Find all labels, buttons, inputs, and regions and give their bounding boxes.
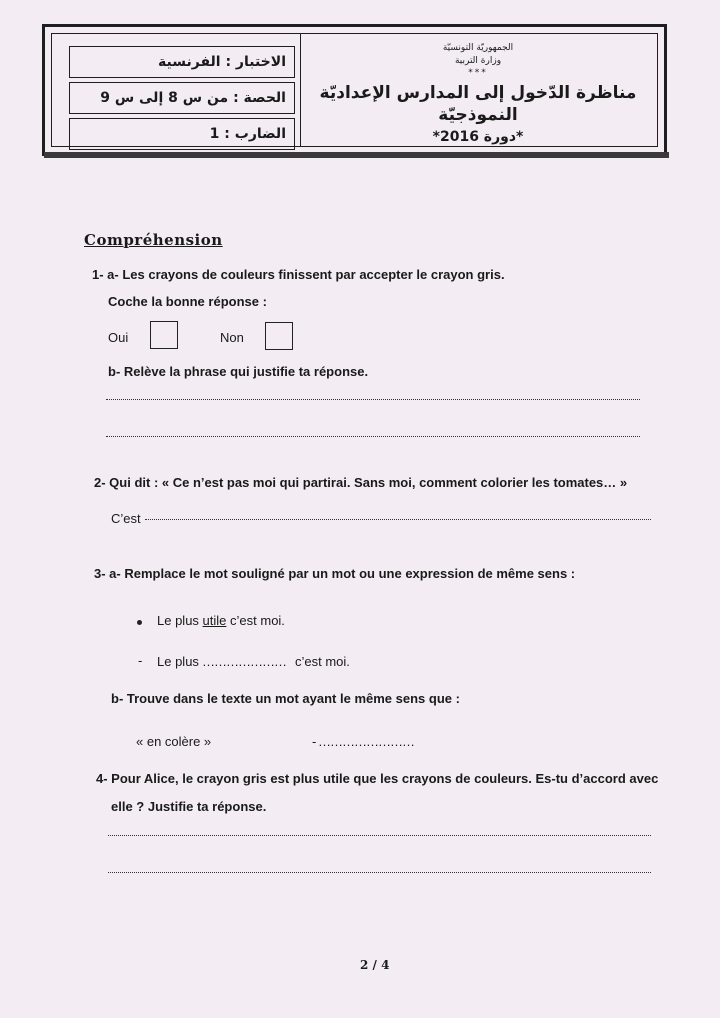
time-label: الحصة : من س 8 إلى س 9 [69,82,295,114]
answer-line-1b-1[interactable] [106,399,640,400]
bullet-marker [137,620,142,625]
header-shadow-bar [44,152,669,158]
answer-sentence-end: c’est moi. [295,654,350,669]
section-title: Compréhension [84,231,223,249]
question-1b: b- Relève la phrase qui justifie ta réponse. [108,364,369,379]
non-label: Non [220,330,244,345]
answer-3a-blank[interactable]: ………………… [202,654,286,669]
ministry-label: وزارة التربية [454,56,502,66]
non-checkbox[interactable] [265,322,293,350]
answer-line-4-1[interactable] [108,835,651,836]
sentence-start: Le plus [157,613,203,628]
underlined-word: utile [202,613,227,628]
header-title-block [307,42,649,148]
session-label: *دورة 2016* [432,129,524,145]
page-number: 2 / 4 [360,958,390,972]
sentence-example [157,613,285,628]
question-3a: 3- a- Remplace le mot souligné par un mot ou une expression de même sens : [94,566,576,581]
subject-label: الاختبار : الفرنسية [69,46,295,78]
word-to-match: « en colère » [136,734,212,749]
question-4-line-2: elle ? Justifie ta réponse. [111,799,267,814]
header-inner-border [51,33,658,147]
question-3b: b- Trouve dans le texte un mot ayant le même sens que : [111,691,460,706]
dash-marker: - [138,653,143,668]
answer-line-1b-2[interactable] [106,436,640,437]
question-1a-instruction: Coche la bonne réponse : [108,294,267,309]
oui-label: Oui [108,330,129,345]
answer-3b-blank[interactable]: - …………………… [312,734,414,749]
coefficient-label: الضارب : 1 [69,118,295,150]
answer-prefix-2: C’est [111,511,141,526]
oui-checkbox[interactable] [150,321,178,349]
republic-label: الجمهوريّة التونسيّة [442,43,514,53]
header-divider [300,34,301,146]
answer-line-2[interactable] [145,519,651,520]
exam-header [42,24,667,156]
question-1a: 1- a- Les crayons de couleurs finissent par accepter le crayon gris. [92,267,505,282]
header-info-boxes [69,46,295,154]
question-4-line-1: 4- Pour Alice, le crayon gris est plus utile que les crayons de couleurs. Es-tu d’accord avec [96,771,659,786]
answer-sentence-start: Le plus [157,654,199,669]
stars-decoration: *** [468,68,488,78]
sentence-end: c’est moi. [226,613,285,628]
answer-line-4-2[interactable] [108,872,651,873]
exam-title: مناظرة الدّخول إلى المدارس الإعداديّة النموذجيّة [319,83,637,125]
question-2: 2- Qui dit : « Ce n’est pas moi qui partirai. Sans moi, comment colorier les tomates… » [94,475,628,490]
